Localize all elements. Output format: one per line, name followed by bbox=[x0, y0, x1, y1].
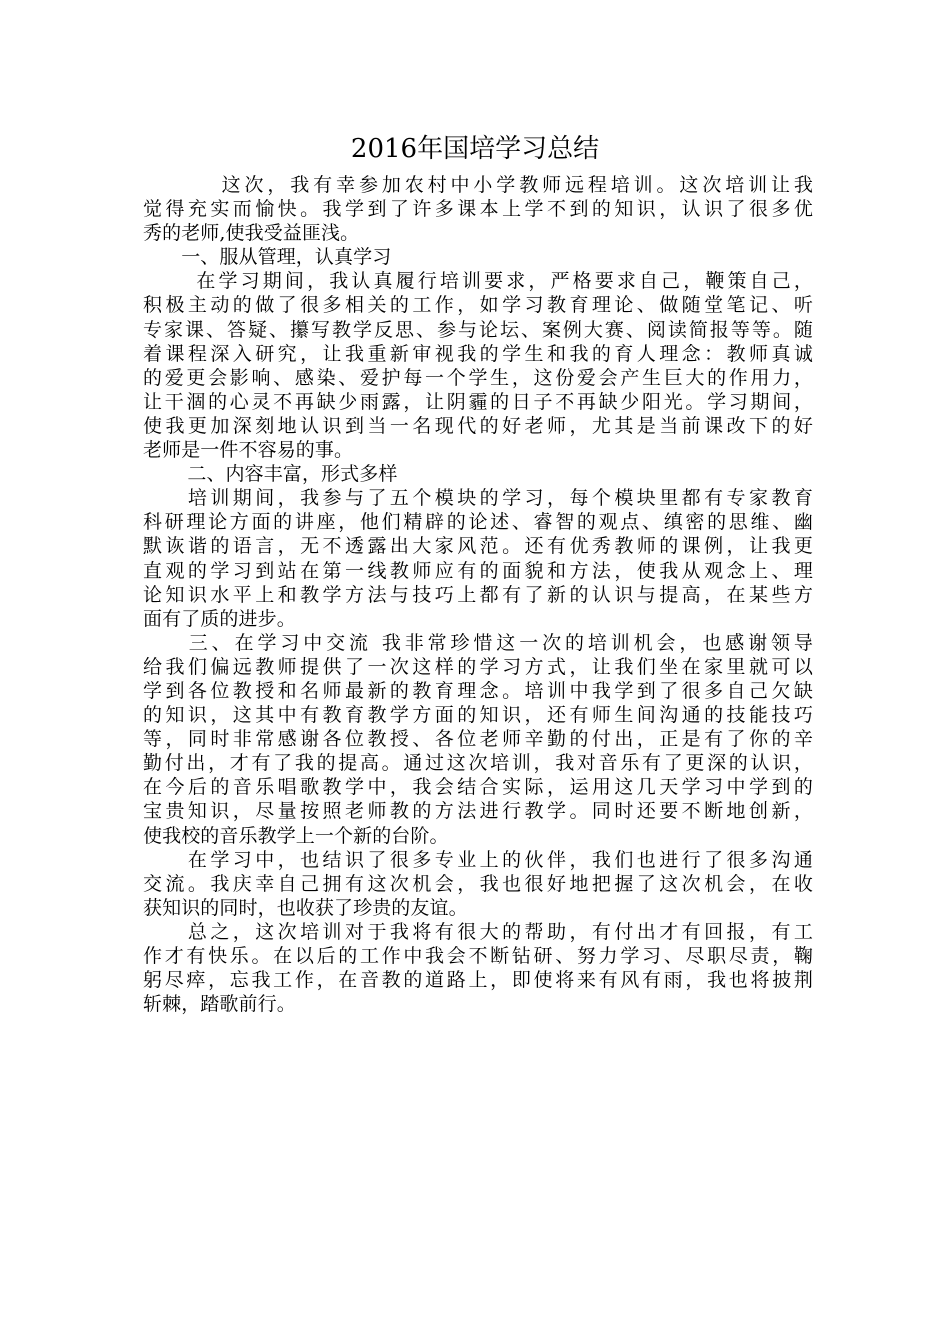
document-title: 2016年国培学习总结 bbox=[350, 134, 600, 164]
section-heading: 三、在学习中交流 我非常珍惜这一次的培训机会，也感谢领导 bbox=[143, 631, 813, 654]
body-line: 积极主动的做了很多相关的工作，如学习教育理论、做随堂笔记、听 bbox=[143, 294, 813, 317]
body-line: 老师是一件不容易的事。 bbox=[143, 439, 354, 462]
body-line: 这次，我有幸参加农村中小学教师远程培训。这次培训让我 bbox=[143, 174, 813, 196]
body-line: 论知识水平上和教学方法与技巧上都有了新的认识与提高，在某些方 bbox=[143, 583, 813, 606]
body-line: 给我们偏远教师提供了一次这样的学习方式，让我们坐在家里就可以 bbox=[143, 655, 813, 678]
body-line: 等，同时非常感谢各位教授、各位老师辛勤的付出，正是有了你的辛 bbox=[143, 728, 813, 751]
body-line: 学到各位教授和名师最新的教育理念。培训中我学到了很多自己欠缺 bbox=[143, 679, 813, 702]
body-line: 作才有快乐。在以后的工作中我会不断钻研、努力学习、尽职尽责，鞠 bbox=[143, 945, 813, 967]
body-line: 着课程深入研究，让我重新审视我的学生和我的育人理念：教师真诚 bbox=[143, 342, 813, 365]
body-line: 宝贵知识，尽量按照老师教的方法进行教学。同时还要不断地创新， bbox=[143, 800, 813, 823]
body-line: 在今后的音乐唱歌教学中，我会结合实际，运用这几天学习中学到的 bbox=[143, 776, 813, 799]
body-line: 科研理论方面的讲座，他们精辟的论述、睿智的观点、缜密的思维、幽 bbox=[143, 511, 813, 534]
body-line: 斩棘，踏歌前行。 bbox=[143, 993, 296, 1016]
body-line: 勤付出，才有了我的提高。通过这次培训，我对音乐有了更深的认识， bbox=[143, 752, 813, 775]
body-line: 直观的学习到站在第一线教师应有的面貌和方法，使我从观念上、理 bbox=[143, 559, 813, 582]
body-line: 培训期间，我参与了五个模块的学习，每个模块里都有专家教育 bbox=[143, 487, 813, 510]
body-line: 觉得充实而愉快。我学到了许多课本上学不到的知识，认识了很多优 bbox=[143, 198, 813, 221]
body-line: 让干涸的心灵不再缺少雨露，让阴霾的日子不再缺少阳光。学习期间， bbox=[143, 390, 813, 413]
body-line: 面有了质的进步。 bbox=[143, 607, 296, 630]
body-line: 专家课、答疑、攥写教学反思、参与论坛、案例大赛、阅读简报等等。随 bbox=[143, 318, 813, 341]
body-line: 的知识，这其中有教育教学方面的知识，还有师生间沟通的技能技巧 bbox=[143, 704, 813, 727]
body-line: 总之，这次培训对于我将有很大的帮助，有付出才有回报，有工 bbox=[143, 920, 813, 943]
document-body bbox=[143, 173, 813, 1016]
section-heading: 一、服从管理，认真学习 bbox=[143, 246, 392, 269]
body-line: 躬尽瘁，忘我工作，在音教的道路上，即使将来有风有雨，我也将披荆 bbox=[143, 969, 813, 992]
body-line: 交流。我庆幸自己拥有这次机会，我也很好地把握了这次机会，在收 bbox=[143, 872, 813, 895]
section-heading: 二、内容丰富，形式多样 bbox=[143, 463, 398, 486]
body-line: 秀的老师,使我受益匪浅。 bbox=[143, 222, 360, 245]
body-line: 在学习期间，我认真履行培训要求，严格要求自己，鞭策自己， bbox=[143, 270, 813, 293]
body-line: 使我更加深刻地认识到当一名现代的好老师，尤其是当前课改下的好 bbox=[143, 414, 813, 437]
body-line: 获知识的同时，也收获了珍贵的友谊。 bbox=[143, 896, 468, 919]
body-line: 默诙谐的语言，无不透露出大家风范。还有优秀教师的课例，让我更 bbox=[143, 535, 813, 558]
body-line: 使我校的音乐教学上一个新的台阶。 bbox=[143, 824, 449, 847]
body-line: 的爱更会影响、感染、爱护每一个学生，这份爱会产生巨大的作用力， bbox=[143, 366, 813, 389]
body-line: 在学习中，也结识了很多专业上的伙伴，我们也进行了很多沟通 bbox=[143, 848, 813, 871]
